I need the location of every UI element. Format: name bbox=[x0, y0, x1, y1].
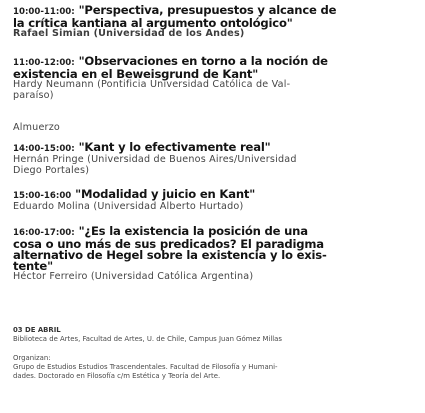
venue-place: Biblioteca de Artes, Facultad de Artes, U. de Chile, Campus Juan Gómez Millas bbox=[13, 335, 282, 343]
organizers-label: Organizan: bbox=[13, 354, 51, 362]
session-5-speaker: Héctor Ferreiro (Universidad Católica Argentina) bbox=[13, 271, 254, 282]
session-4-title-line1: "Modalidad y juicio en Kant" bbox=[75, 187, 256, 201]
session-1 bbox=[13, 5, 413, 40]
session-3-speaker: Hernán Pringe (Universidad de Buenos Aires/Universidad bbox=[13, 154, 297, 165]
session-1-title-line1: "Perspectiva, presupuestos y alcance de bbox=[78, 3, 337, 17]
session-3-time: 14:00-15:00: bbox=[13, 144, 75, 154]
session-3-title-line1: "Kant y lo efectivamente real" bbox=[78, 140, 271, 154]
session-5-title-line1: "¿Es la existencia la posición de una bbox=[78, 224, 308, 238]
session-3-speaker-cont: Diego Portales) bbox=[13, 164, 90, 176]
organizers-line1: Grupo de Estudios Estudios Trascendentales. Facultad de Filosofía y Humani- bbox=[13, 363, 278, 371]
organizers-block bbox=[13, 354, 418, 381]
venue-date: 03 DE ABRIL bbox=[13, 326, 61, 334]
session-3 bbox=[13, 142, 413, 176]
session-2-title-line2: existencia en el Beweisgrund de Kant" bbox=[13, 67, 259, 81]
session-4-time: 15:00-16:00 bbox=[13, 191, 72, 201]
session-2 bbox=[13, 56, 413, 101]
session-1-speaker: Rafael Simian (Universidad de los Andes) bbox=[13, 28, 245, 39]
session-2-time: 11:00-12:00: bbox=[13, 58, 75, 68]
session-5 bbox=[13, 226, 413, 283]
session-5-time: 16:00-17:00: bbox=[13, 228, 75, 238]
session-5-title-line4: tente" bbox=[13, 259, 53, 273]
session-5-title-line2: cosa o uno más de sus predicados? El paradigma bbox=[13, 237, 324, 251]
session-5-title-cont-2 bbox=[13, 250, 413, 261]
session-4-speaker: Eduardo Molina (Universidad Alberto Hurtado) bbox=[13, 201, 244, 212]
session-2-speaker: Hardy Neumann (Pontificia Universidad Católica de Val- bbox=[13, 79, 291, 90]
session-1-time: 10:00-11:00: bbox=[13, 7, 75, 17]
session-1-title-line2: la crítica kantiana al argumento ontológico" bbox=[13, 16, 293, 30]
session-2-speaker-cont: paraíso) bbox=[13, 89, 54, 101]
session-2-title-line1: "Observaciones en torno a la noción de bbox=[78, 54, 328, 68]
session-5-title-line3: alternativo de Hegel sobre la existencia y lo exis- bbox=[13, 248, 327, 262]
venue-block bbox=[13, 326, 418, 344]
organizers-line2: dades. Doctorado en Filosofía c/m Estética y Teoría del Arte. bbox=[13, 372, 221, 380]
session-4 bbox=[13, 189, 413, 213]
lunch-break: Almuerzo bbox=[13, 122, 61, 133]
